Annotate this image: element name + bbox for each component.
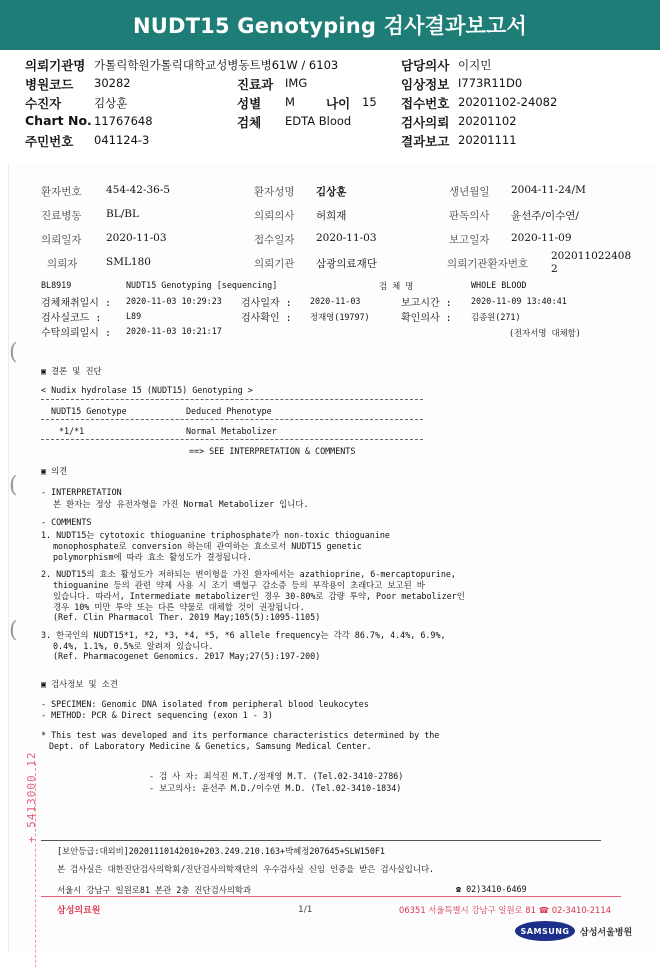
header-value: EDTA Blood xyxy=(285,114,352,128)
label-doctor: 의뢰의사 xyxy=(254,210,295,222)
col-genotype: NUDT15 Genotype xyxy=(51,406,127,416)
header-value: 김상훈 xyxy=(94,96,128,110)
value-requester: SML180 xyxy=(106,256,151,268)
label-patient-no: 환자번호 xyxy=(41,186,82,198)
test-name: NUDT15 Genotyping [sequencing] xyxy=(126,280,278,290)
note-line: Dept. of Laboratory Medicine & Genetics, Samsung Medical Center. xyxy=(49,741,372,751)
lab-address: 서울시 강남구 일원로81 본관 2층 진단검사의학과 xyxy=(57,885,252,895)
label-patient-name: 환자성명 xyxy=(254,186,295,198)
lab-phone: ☎ 02)3410-6469 xyxy=(456,884,527,894)
result-heading: ▣ 결론 및 진단 xyxy=(41,366,102,376)
scanned-report xyxy=(8,163,656,953)
report-header xyxy=(0,54,660,154)
header-label: 임상정보 xyxy=(401,77,450,92)
header-value: 가톨릭학원가톨릭대학교성병동트병61W / 6103 xyxy=(94,58,339,72)
comment-line: polymorphism에 따라 효소 활성도가 결정됩니다. xyxy=(53,552,252,562)
page-number: 1/1 xyxy=(298,905,313,915)
comments-title: - COMMENTS xyxy=(41,517,92,527)
comment-line: 1. NUDT15는 cytotoxic thioguanine triphosphate가 non-toxic thioguanine xyxy=(41,530,390,540)
label-birth: 생년월일 xyxy=(449,186,490,198)
value-patient-no: 454-42-36-5 xyxy=(106,184,171,196)
label-confirm: 검사확인 : xyxy=(241,313,292,324)
header-value: 이지민 xyxy=(458,58,492,72)
header-label: 담당의사 xyxy=(401,58,450,73)
value-receipt: 2020-11-03 10:21:17 xyxy=(126,326,222,336)
security-line: [보안등급:대외비]20201110142010+203.249.210.163+박혜정207645+SLW150F1 xyxy=(57,846,385,856)
header-value: 30282 xyxy=(94,76,131,90)
divider xyxy=(41,419,423,420)
value-agency-no-2: 2 xyxy=(551,263,558,275)
header-label: 나이 xyxy=(326,96,351,111)
header-label: 결과보고 xyxy=(401,134,450,149)
header-label: 검체 xyxy=(237,115,262,130)
label-specimen: 검 체 명 xyxy=(379,281,414,291)
value-confirm: 정재영(19797) xyxy=(310,312,370,322)
binder-hole-mark: ( xyxy=(9,618,18,643)
hospital-address: 06351 서울특별시 강남구 일원로 81 ☎ 02-3410-2114 xyxy=(399,905,612,915)
header-label: 병원코드 xyxy=(25,77,74,92)
value-agency-no: 202011022408 xyxy=(551,250,632,262)
label-agency-no: 의뢰기관환자번호 xyxy=(447,258,529,270)
value-agency: 삼광의료재단 xyxy=(316,258,377,270)
label-collect: 검체채취일시 : xyxy=(41,298,112,309)
value-recv-date: 2020-11-03 xyxy=(316,232,377,244)
value-reader: 윤선주/이수연/ xyxy=(511,210,579,222)
header-row-3 xyxy=(0,94,660,112)
comment-line: (Ref. Clin Pharmacol Ther. 2019 May;105(5):1095-1105) xyxy=(53,612,321,622)
header-value: 20201102 xyxy=(458,114,517,128)
header-row-5 xyxy=(0,132,660,150)
value-patient-name: 김상훈 xyxy=(316,186,347,198)
value-birth: 2004-11-24/M xyxy=(511,184,586,196)
footer-divider xyxy=(41,840,601,841)
samsung-logo: SAMSUNG xyxy=(515,921,575,941)
interp-text: 본 환자는 정상 유전자형을 가진 Normal Metabolizer 입니다. xyxy=(53,499,309,509)
header-row-2 xyxy=(0,75,660,93)
value-test-date: 2020-11-03 xyxy=(310,296,361,306)
label-report-time: 보고시간 : xyxy=(401,298,452,309)
label-test-date: 검사일자 : xyxy=(241,298,292,309)
header-value: I773R11D0 xyxy=(458,76,523,90)
see-interpretation: ==> SEE INTERPRETATION & COMMENTS xyxy=(189,446,356,456)
label-receipt: 수탁의뢰일시 : xyxy=(41,328,112,339)
header-value: IMG xyxy=(285,76,308,90)
comment-line: 경우 10% 미만 투약 또는 다른 약물로 대체할 것이 권장됩니다. xyxy=(53,602,305,612)
value-collect: 2020-11-03 10:29:23 xyxy=(126,296,222,306)
divider xyxy=(41,399,423,400)
header-label: 의뢰기관명 xyxy=(25,58,86,73)
value-confirmer: 김종원(271) xyxy=(471,312,521,322)
header-value: 20201111 xyxy=(458,133,517,147)
header-value: M xyxy=(285,95,295,109)
label-report-date: 보고일자 xyxy=(449,234,490,246)
value-room: L89 xyxy=(126,311,142,321)
e-signature-note: (전자서명 대체함) xyxy=(509,328,581,338)
comment-line: 2. NUDT15의 효소 활성도가 저하되는 변이형을 가진 환자에서는 azathioprine, 6-mercaptopurine, xyxy=(41,569,456,579)
certification-line: 본 검사실은 대한진단검사의학회/진단검사의학재단의 우수검사실 신임 인증을 받은 검사실입니다. xyxy=(57,864,435,874)
header-value: 20201102-24082 xyxy=(458,95,558,109)
tester-line: - 검 사 자: 최석진 M.T./정재영 M.T. (Tel.02-3410-2786) xyxy=(149,771,404,781)
value-report-date: 2020-11-09 xyxy=(511,232,572,244)
comment-line: 0.4%, 1.1%, 0.5%로 알려져 있습니다. xyxy=(53,641,214,651)
divider xyxy=(41,439,423,440)
value-dept: BL/BL xyxy=(106,208,139,220)
genotype-value: *1/*1 xyxy=(59,426,85,436)
test-code: BL8919 xyxy=(41,280,72,290)
header-label: 접수번호 xyxy=(401,96,450,111)
comment-line: monophosphate로 conversion 하는데 관여하는 효소로서 NUDT15 genetic xyxy=(53,541,362,551)
specimen-line: - SPECIMEN: Genomic DNA isolated from peripheral blood leukocytes xyxy=(41,699,369,709)
label-req-date: 의뢰일자 xyxy=(41,234,82,246)
binder-hole-mark: ( xyxy=(9,473,18,498)
header-value: 041124-3 xyxy=(94,133,150,147)
binder-hole-mark: ( xyxy=(9,340,18,365)
interp-title: - INTERPRETATION xyxy=(41,487,122,497)
value-doctor: 허희재 xyxy=(316,210,347,222)
label-recv-date: 접수일자 xyxy=(254,234,295,246)
col-phenotype: Deduced Phenotype xyxy=(186,406,272,416)
header-label: 수진자 xyxy=(25,96,62,111)
header-label: 검사의뢰 xyxy=(401,115,450,130)
phenotype-value: Normal Metabolizer xyxy=(186,426,277,436)
footer-red-line xyxy=(41,896,621,897)
value-specimen: WHOLE BLOOD xyxy=(471,280,527,290)
label-reader: 판독의사 xyxy=(449,210,490,222)
value-req-date: 2020-11-03 xyxy=(106,232,167,244)
comment-line: 3. 한국인의 NUDT15*1, *2, *3, *4, *5, *6 allele frequency는 각각 86.7%, 4.4%, 6.9%, xyxy=(41,630,446,640)
label-requester: 의뢰자 xyxy=(47,258,78,270)
header-label: 주민번호 xyxy=(25,134,74,149)
opinion-heading: ▣ 의견 xyxy=(41,466,68,476)
label-dept: 진료병동 xyxy=(41,210,82,222)
value-report-time: 2020-11-09 13:40:41 xyxy=(471,296,567,306)
label-room: 검사실코드 : xyxy=(41,313,102,324)
header-label: Chart No. xyxy=(25,113,92,128)
header-value: 15 xyxy=(362,95,377,109)
note-line: * This test was developed and its performance characteristics determined by the xyxy=(41,730,440,740)
method-line: - METHOD: PCR & Direct sequencing (exon 1 - 3) xyxy=(41,710,273,720)
label-agency: 의뢰기관 xyxy=(254,258,295,270)
hospital-logo-left: 삼성의료원 xyxy=(57,906,101,916)
comment-line: 있습니다. 따라서, Intermediate metabolizer인 경우 30-80%로 감량 투약, Poor metabolizer인 xyxy=(53,591,465,601)
gene-title: < Nudix hydrolase 15 (NUDT15) Genotyping > xyxy=(41,385,253,395)
header-label: 진료과 xyxy=(237,77,274,92)
hospital-logo-right: 삼성서울병원 xyxy=(580,928,633,938)
header-row-4 xyxy=(0,113,660,131)
header-label: 성별 xyxy=(237,96,262,111)
method-heading: ▣ 검사정보 및 소견 xyxy=(41,679,118,689)
reporter-line: - 보고의사: 윤선주 M.D./이수연 M.D. (Tel.02-3410-1834) xyxy=(149,783,402,793)
header-row-1 xyxy=(0,56,660,74)
comment-line: thioguanine 등의 관련 약제 사용 시 조기 백혈구 감소증 등의 부작용이 초래다고 보고된 바 xyxy=(53,580,425,590)
header-value: 11767648 xyxy=(94,114,153,128)
report-title: NUDT15 Genotyping 검사결과보고서 xyxy=(0,0,660,50)
side-serial-number: + 5413000 12 xyxy=(25,751,38,843)
label-confirmer: 확인의사 : xyxy=(401,313,452,324)
comment-line: (Ref. Pharmacogenet Genomics. 2017 May;27(5):197-200) xyxy=(53,651,321,661)
